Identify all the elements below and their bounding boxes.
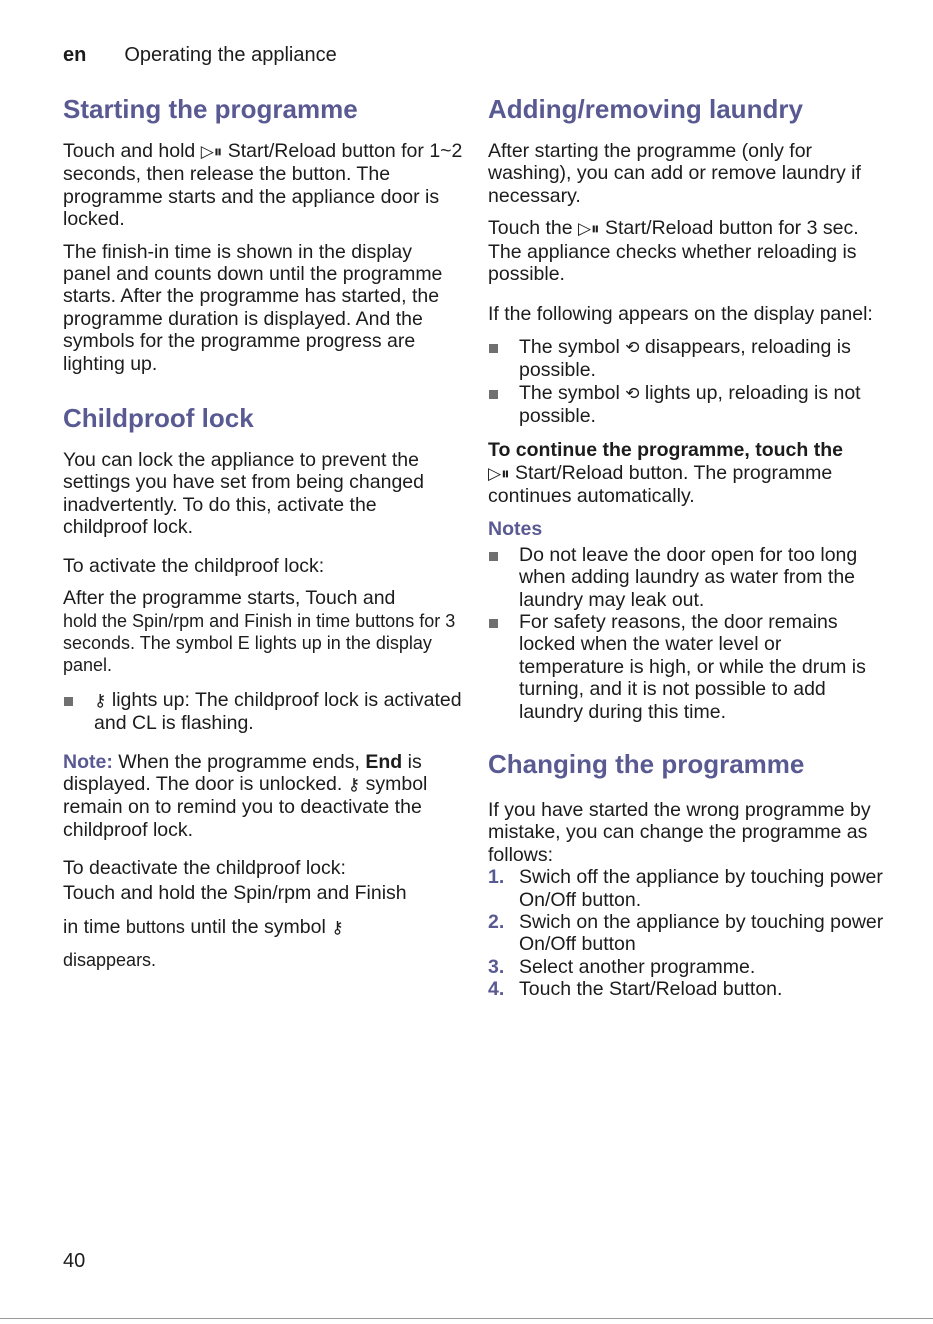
text-run: Start/Reload button for 3 sec. The appliance checks whether reloading is possible.: [488, 217, 859, 286]
text-run: Touch the: [488, 217, 578, 240]
start-reload-icon: ▷⏸: [200, 142, 223, 162]
starting-paragraph-2: The finish-in time is shown in the display panel and counts down until the programme starts. After the programme has started, the programme duration is displayed. And the symbols for the programme progress are lighting up.: [63, 240, 443, 375]
text-run: disappears, reloading is possible.: [519, 335, 851, 382]
changing-paragraph-1: If you have started the wrong programme by mistake, you can change the programme as follows:: [488, 798, 871, 866]
childproof-activate-instructions: [63, 587, 463, 677]
list-item: [488, 382, 888, 428]
drum-icon: ⟲: [625, 383, 640, 404]
text-run: until the symbol: [184, 915, 332, 938]
list-item: [488, 866, 888, 911]
text-run: buttons: [125, 916, 185, 937]
divider: [0, 1318, 933, 1319]
list-item: [488, 911, 888, 956]
changing-steps-list: [488, 866, 888, 1000]
childproof-activate-intro: To activate the childproof lock:: [63, 554, 325, 577]
heading-adding-removing-laundry: Adding/removing laundry: [488, 94, 803, 124]
text-run: The symbol: [519, 335, 626, 358]
text-run: To continue the programme, touch the: [488, 439, 843, 462]
text-run: Start/Reload button. The programme continues automatically.: [488, 461, 833, 508]
childproof-deactivate-step-3: disappears.: [63, 950, 157, 971]
adding-paragraph-4: [488, 439, 888, 507]
childproof-bullet-list: [63, 689, 463, 735]
list-item: Do not leave the door open for too long when adding laundry as water from the laundry may leak out.: [488, 544, 888, 611]
childproof-deactivate-step-1: Touch and hold the Spin/rpm and Finish: [63, 881, 407, 904]
left-column: [63, 92, 463, 982]
key-icon: ⚷: [331, 917, 344, 938]
list-item: [488, 956, 888, 978]
adding-paragraph-2: [488, 217, 888, 285]
drum-icon: ⟲: [625, 337, 640, 358]
heading-changing-programme: Changing the programme: [488, 748, 805, 779]
childproof-paragraph-1: You can lock the appliance to prevent the settings you have set from being changed inadvertently. To do this, activate the childproof lock.: [63, 449, 424, 539]
list-item: [488, 336, 888, 382]
start-reload-icon: ▷⏸: [577, 219, 600, 240]
step-text: Select another programme.: [519, 955, 756, 978]
list-item: For safety reasons, the door remains locked when the water level or temperature is high, or while the drum is turning, and it is not possible to add laundry during this time.: [488, 611, 888, 723]
heading-starting-programme: Starting the programme: [63, 94, 358, 124]
text-run: lights up, reloading is not possible.: [519, 381, 861, 428]
list-item: [63, 689, 463, 735]
childproof-deactivate-intro: To deactivate the childproof lock:: [63, 857, 346, 880]
step-text: Swich on the appliance by touching power On/Off button: [519, 910, 884, 956]
adding-bullet-list: [488, 336, 888, 428]
childproof-note: [63, 751, 463, 842]
text-run: When the programme ends,: [112, 750, 366, 773]
heading-childproof-lock: Childproof lock: [63, 403, 254, 434]
text-run: is displayed. The door is unlocked.: [63, 750, 422, 795]
step-text: Touch the Start/Reload button.: [519, 978, 783, 1001]
page-number: 40: [63, 1250, 86, 1272]
starting-paragraph-1: [63, 140, 463, 231]
childproof-deactivate-step-2: [63, 916, 463, 939]
step-text: Swich off the appliance by touching power On/Off button.: [519, 866, 883, 911]
end-label: End: [365, 750, 403, 773]
list-item: [488, 978, 888, 1000]
note-label: Note:: [63, 750, 113, 773]
text-run: Start/Reload button for 1~2 seconds, then release the button. The programme starts and the appliance door is locked.: [63, 140, 463, 231]
adding-paragraph-1: After starting the programme (only for washing), you can add or remove laundry if necessary.: [488, 140, 861, 207]
text-run: symbol remain on to remind you to deactivate the childproof lock.: [63, 772, 428, 841]
step-number: 4.: [488, 978, 505, 1001]
section-title: Operating the appliance: [124, 44, 337, 66]
step-number: 1.: [488, 866, 505, 889]
notes-heading: Notes: [488, 517, 543, 540]
running-header: [63, 44, 337, 67]
start-reload-icon: ▷⏸: [488, 463, 510, 484]
notes-list: [488, 544, 888, 723]
text-run: hold the Spin/rpm and Finish in time buttons for 3 seconds. The symbol E lights up in the display panel.: [63, 610, 456, 676]
step-number: 3.: [488, 955, 505, 978]
adding-paragraph-3: If the following appears on the display panel:: [488, 303, 873, 326]
key-icon: ⚷: [94, 690, 107, 711]
right-column: [488, 92, 888, 1001]
step-number: 2.: [488, 910, 505, 933]
language-code: en: [63, 44, 87, 66]
text-run: Touch and hold: [63, 140, 201, 162]
text-run: After the programme starts, Touch and: [63, 587, 396, 610]
text-run: The symbol: [519, 381, 626, 404]
key-icon: ⚷: [347, 774, 361, 795]
text-run: in time: [63, 915, 126, 938]
text-run: lights up: The childproof lock is activated and CL is flashing.: [94, 688, 462, 735]
